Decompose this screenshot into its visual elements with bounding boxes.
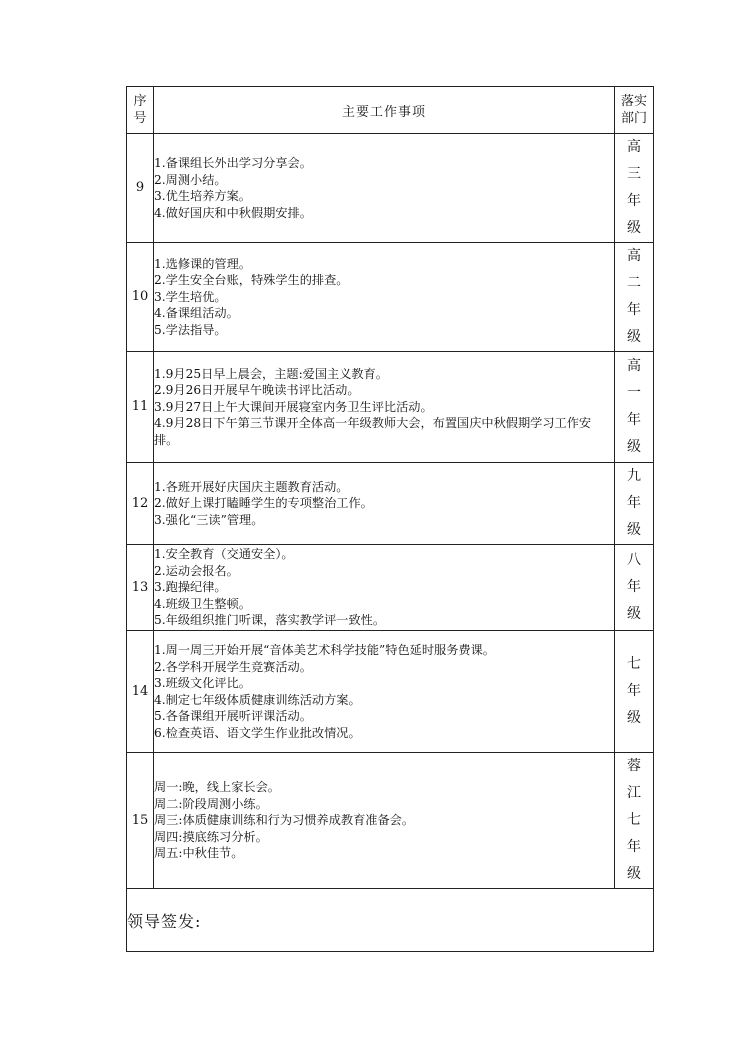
dept-char: 八 — [627, 552, 641, 568]
list-item: 3.强化“三读”管理。 — [154, 512, 264, 527]
list-item: 5.学法指导。 — [154, 322, 227, 337]
row-items — [154, 243, 615, 352]
leader-signoff-label: 领导签发: — [127, 889, 654, 952]
list-item: 3.优生培养方案。 — [154, 189, 251, 203]
dept-header-line: 部门 — [620, 111, 647, 126]
dept-cell — [615, 631, 654, 753]
dept-header-line: 落实 — [620, 94, 647, 109]
table-row — [127, 352, 654, 463]
dept-char: 级 — [627, 866, 641, 882]
dept-char: 级 — [627, 606, 641, 622]
list-item: 周二:阶段周测小练。 — [154, 796, 268, 811]
dept-char: 九 — [627, 468, 641, 484]
list-item: 2.各学科开展学生竞赛活动。 — [154, 659, 312, 674]
list-item: 4.做好国庆和中秋假期安排。 — [154, 205, 312, 220]
list-item: 2.周测小结。 — [154, 172, 227, 187]
dept-cell — [615, 463, 654, 545]
dept-char: 三 — [627, 166, 641, 182]
list-item: 周三:体质健康训练和行为习惯养成教育准备会。 — [154, 813, 415, 828]
list-item: 周一:晚，线上家长会。 — [154, 780, 280, 795]
dept-char: 二 — [627, 275, 641, 291]
dept-char: 一 — [627, 385, 641, 401]
dept-char: 七 — [627, 812, 641, 828]
signoff-row — [127, 889, 654, 952]
dept-char: 级 — [627, 439, 641, 455]
row-number: 11 — [127, 352, 154, 463]
list-item: 1.安全教育（交通安全）。 — [154, 547, 294, 562]
row-items — [154, 134, 615, 243]
dept-char: 年 — [627, 495, 641, 511]
dept-char: 年 — [627, 579, 641, 595]
table-row — [127, 545, 654, 631]
dept-header — [615, 87, 654, 134]
dept-cell — [615, 243, 654, 352]
list-item: 3.9月27日上午大课间开展寝室内务卫生评比活动。 — [154, 399, 433, 414]
list-item: 1.9月25日早上晨会，主题:爱国主义教育。 — [154, 366, 388, 381]
list-item: 4.备课组活动。 — [154, 306, 239, 321]
main-items-header: 主要工作事项 — [154, 87, 615, 134]
list-item: 5.各备课组开展听评课活动。 — [154, 709, 312, 723]
list-item: 1.各班开展好庆国庆主题教育活动。 — [154, 479, 349, 494]
list-item: 1.选修课的管理。 — [154, 256, 251, 271]
row-items — [154, 463, 615, 545]
list-item: 4.制定七年级体质健康训练活动方案。 — [154, 692, 361, 707]
table-row — [127, 463, 654, 545]
seq-header-line: 号 — [133, 111, 147, 126]
list-item: 1.周一周三开始开展“音体美艺术科学技能”特色延时服务费课。 — [154, 643, 495, 657]
row-number: 14 — [127, 631, 154, 753]
list-item: 2.做好上课打瞌睡学生的专项整治工作。 — [154, 496, 373, 511]
dept-cell — [615, 134, 654, 243]
dept-char: 高 — [627, 358, 641, 374]
list-item: 周五:中秋佳节。 — [154, 846, 244, 861]
work-schedule-table — [126, 86, 654, 952]
dept-char: 年 — [627, 839, 641, 855]
dept-char: 高 — [627, 248, 641, 264]
seq-header-line: 序 — [133, 94, 147, 109]
dept-char: 年 — [627, 193, 641, 209]
row-items — [154, 753, 615, 889]
row-number: 13 — [127, 545, 154, 631]
row-number: 15 — [127, 753, 154, 889]
list-item: 3.班级文化评比。 — [154, 676, 251, 690]
dept-char: 级 — [627, 329, 641, 345]
dept-char: 年 — [627, 302, 641, 318]
row-number: 9 — [127, 134, 154, 243]
dept-char: 年 — [627, 412, 641, 428]
table-row — [127, 631, 654, 753]
seq-header — [127, 87, 154, 134]
list-item: 5.年级组织推门听课，落实教学评一致性。 — [154, 613, 386, 628]
row-items — [154, 352, 615, 463]
list-item: 2.运动会报名。 — [154, 563, 239, 578]
dept-char: 级 — [627, 710, 641, 726]
list-item: 4.班级卫生整顿。 — [154, 596, 251, 611]
list-item: 1.备课组长外出学习分享会。 — [154, 156, 312, 170]
row-number: 12 — [127, 463, 154, 545]
dept-cell — [615, 352, 654, 463]
list-item: 3.跑操纪律。 — [154, 580, 227, 595]
table-row — [127, 134, 654, 243]
list-item: 4.9月28日下午第三节课开全体高一年级教师大会，布置国庆中秋假期学习工作安排。 — [154, 416, 592, 447]
dept-cell — [615, 545, 654, 631]
table-row — [127, 753, 654, 889]
table-row — [127, 243, 654, 352]
list-item: 6.检查英语、语文学生作业批改情况。 — [154, 725, 361, 740]
dept-char: 江 — [627, 785, 641, 801]
dept-char: 级 — [627, 522, 641, 538]
dept-char: 高 — [627, 139, 641, 155]
header-row — [127, 87, 654, 134]
list-item: 2.9月26日开展早午晚读书评比活动。 — [154, 383, 360, 398]
dept-char: 七 — [627, 656, 641, 672]
dept-char: 年 — [627, 683, 641, 699]
dept-char: 级 — [627, 220, 641, 236]
list-item: 周四:摸底练习分析。 — [154, 829, 268, 844]
row-items — [154, 631, 615, 753]
dept-char: 蓉 — [627, 758, 641, 774]
dept-cell — [615, 753, 654, 889]
list-item: 3.学生培优。 — [154, 289, 227, 304]
row-items — [154, 545, 615, 631]
row-number: 10 — [127, 243, 154, 352]
list-item: 2.学生安全台账，特殊学生的排查。 — [154, 273, 349, 288]
